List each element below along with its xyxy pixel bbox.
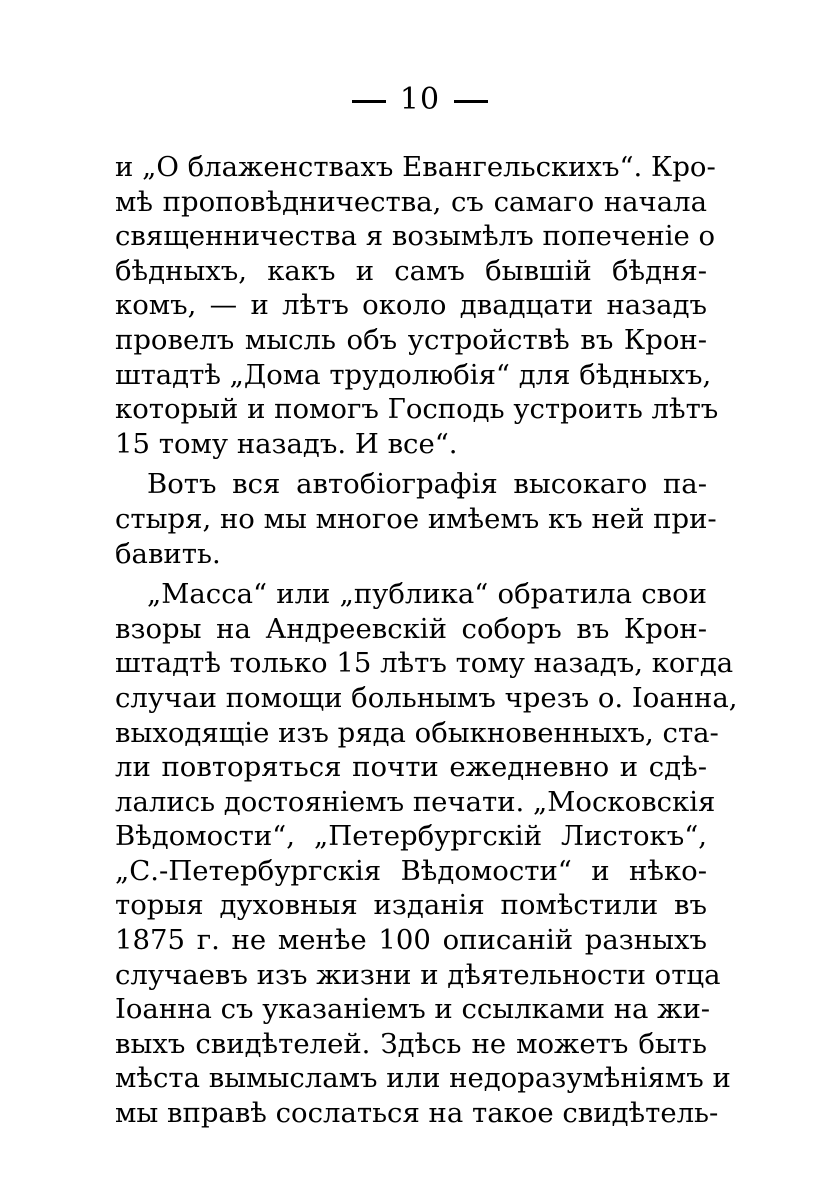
text-line: случаи помощи больнымъ чрезъ о. Іоанна, (115, 681, 738, 714)
text-line: случаевъ изъ жизни и дѣятельности отца (115, 958, 721, 991)
text-line: мѣста вымысламъ или недоразумѣніямъ и (115, 1062, 731, 1095)
text-line: стыря, но мы многое имѣемъ къ ней при- (115, 502, 717, 535)
text-line: который и помогъ Господь устроить лѣтъ (115, 393, 719, 426)
text-line: мѣ проповѣдничества, съ самаго начала (115, 185, 707, 218)
page-number: 10 (399, 82, 441, 117)
text-line: Іоанна съ указаніемъ и ссылками на жи- (115, 993, 711, 1026)
text-line: мы вправѣ сослаться на такое свидѣтель- (115, 1097, 719, 1130)
text-line: торыя духовныя изданія помѣстили въ (115, 889, 707, 922)
text-line: „Масса“ или „публика“ обратила свои (147, 578, 707, 611)
text-line: священничества я возымѣлъ попеченіе о (115, 220, 716, 253)
text-line: штадтѣ только 15 лѣтъ тому назадъ, когда (115, 647, 734, 680)
text-line: выходящіе изъ ряда обыкновенныхъ, ста- (115, 716, 719, 749)
paragraph (115, 467, 717, 571)
text-line: ли повторяться почти ежедневно и сдѣ- (115, 751, 707, 784)
text-line: штадтѣ „Дома трудолюбія“ для бѣдныхъ, (115, 358, 712, 391)
text-line: бѣдныхъ, какъ и самъ бывшій бѣдня- (115, 254, 707, 287)
text-line: 1875 г. не менѣе 100 описаній разныхъ (115, 924, 707, 957)
text-line: Вотъ вся автобіографія высокаго па- (147, 468, 707, 501)
left-dash (352, 100, 386, 103)
text-line: и „О блаженствахъ Евангельскихъ“. Кро- (115, 151, 716, 183)
paragraph (115, 150, 719, 461)
text-line: „С.-Петербургскія Вѣдомости“ и нѣко- (115, 854, 707, 887)
text-line: бавить. (115, 537, 221, 570)
text-line: комъ, — и лѣтъ около двадцати назадъ (115, 289, 707, 322)
text-line: провелъ мысль объ устройствѣ въ Крон- (115, 323, 707, 356)
text-line: Вѣдомости“, „Петербургскій Листокъ“, (115, 820, 707, 853)
page-number-header (0, 80, 840, 120)
right-dash (454, 100, 488, 103)
body-text (115, 150, 738, 1131)
text-line: выхъ свидѣтелей. Здѣсь не можетъ быть (115, 1027, 707, 1060)
paragraph (115, 577, 738, 1131)
text-line: взоры на Андреевскій соборъ въ Крон- (115, 612, 707, 645)
text-line: 15 тому назадъ. И все“. (115, 427, 458, 460)
text-line: лались достояніемъ печати. „Московскія (115, 785, 716, 818)
